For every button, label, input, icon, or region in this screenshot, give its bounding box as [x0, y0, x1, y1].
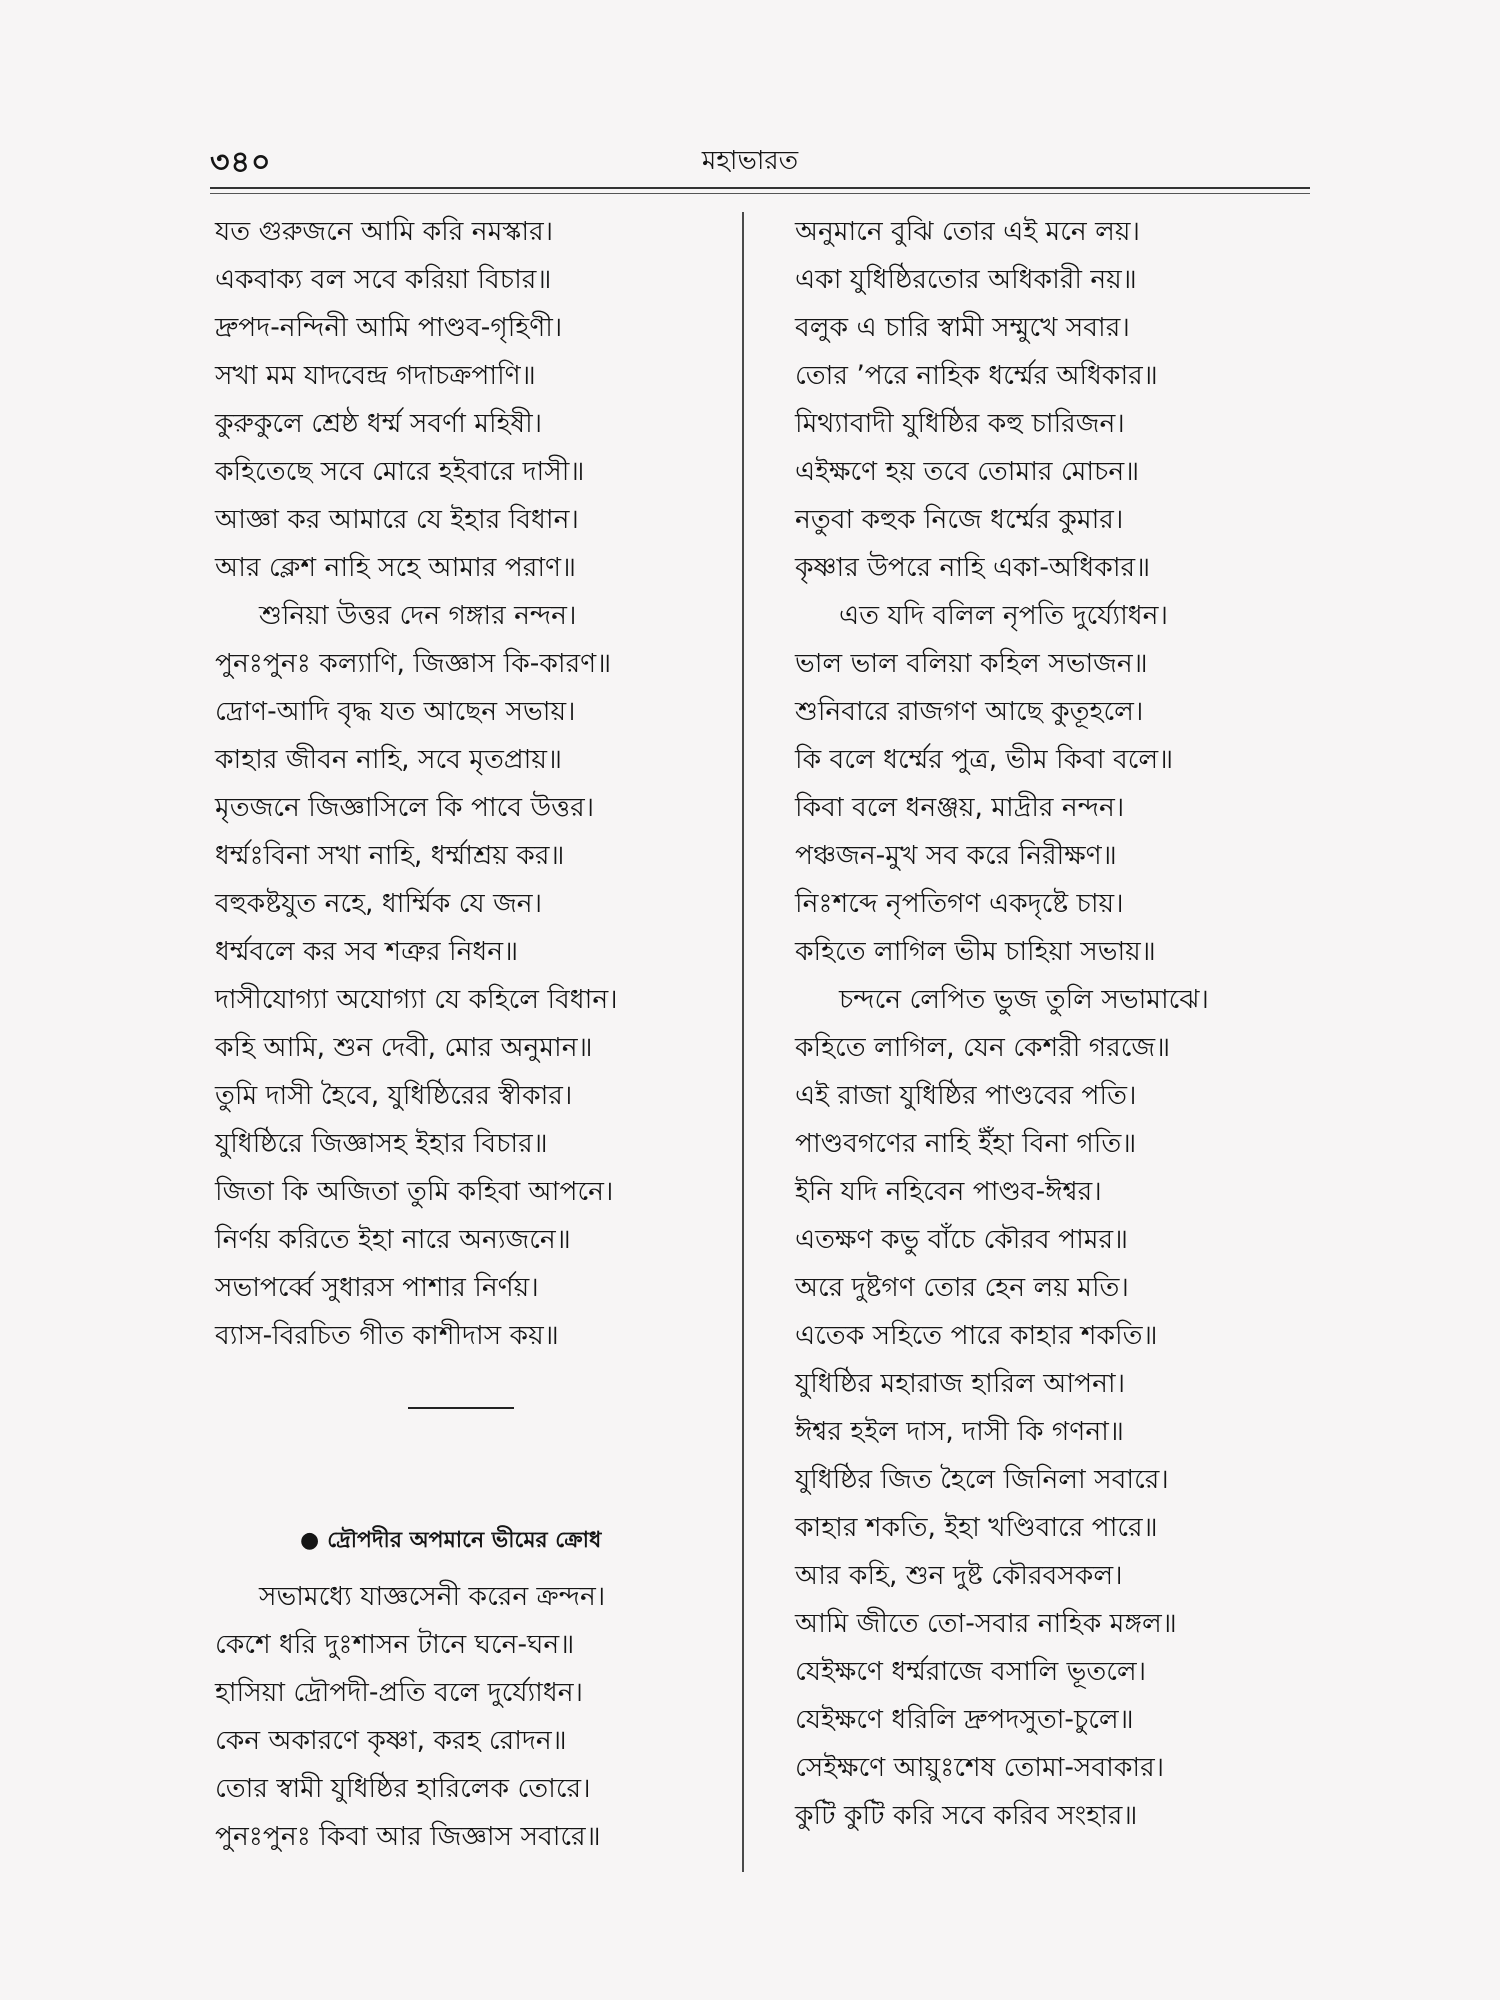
verse-line: অনুমানে বুঝি তোর এই মনে লয়। [795, 216, 1140, 247]
verse-line: ধর্ম্মঃবিনা সখা নাহি, ধর্ম্মাশ্রয় কর॥ [215, 840, 565, 871]
verse-line: আমি জীতে তো-সবার নাহিক মঙ্গল॥ [795, 1608, 1177, 1639]
verse-line: ঈশ্বর হইল দাস, দাসী কি গণনা॥ [795, 1416, 1124, 1447]
verse-line: এতক্ষণ কভু বাঁচে কৌরব পামর॥ [795, 1224, 1129, 1255]
bullet-icon: ● [300, 1528, 320, 1553]
section-heading [300, 1523, 601, 1560]
verse-line: শুনিয়া উত্তর দেন গঙ্গার নন্দন। [259, 600, 577, 631]
verse-line: যুধিষ্ঠিরে জিজ্ঞাসহ ইহার বিচার॥ [215, 1128, 548, 1159]
verse-line: আজ্ঞা কর আমারে যে ইহার বিধান। [215, 504, 579, 535]
verse-line: সভামধ্যে যাজ্ঞসেনী করেন ক্রন্দন। [259, 1581, 606, 1612]
section-heading-text: দ্রৌপদীর অপমানে ভীমের ক্রোধ [327, 1528, 602, 1553]
verse-line: আর ক্লেশ নাহি সহে আমার পরাণ॥ [215, 552, 577, 583]
verse-line: যত গুরুজনে আমি করি নমস্কার। [215, 216, 554, 247]
verse-line: কহি আমি, শুন দেবী, মোর অনুমান॥ [215, 1032, 593, 1063]
verse-line: সখা মম যাদবেন্দ্র গদাচক্রপাণি॥ [215, 360, 536, 391]
running-head: মহাভারত [701, 146, 799, 176]
verse-line: কেশে ধরি দুঃশাসন টানে ঘনে-ঘন॥ [215, 1629, 575, 1660]
verse-line: দ্রুপদ-নন্দিনী আমি পাণ্ডব-গৃহিণী। [215, 312, 563, 343]
verse-line: কি বলে ধর্ম্মের পুত্র, ভীম কিবা বলে॥ [795, 744, 1174, 775]
column-divider [742, 212, 744, 1872]
verse-line: দাসীযোগ্যা অযোগ্যা যে কহিলে বিধান। [215, 984, 618, 1015]
left-column [215, 208, 715, 1360]
verse-line: এত যদি বলিল নৃপতি দুর্য্যোধন। [839, 600, 1168, 631]
verse-line: অরে দুষ্টগণ তোর হেন লয় মতি। [795, 1272, 1129, 1303]
page-number: ৩৪০ [210, 145, 272, 180]
verse-line: হাসিয়া দ্রৌপদী-প্রতি বলে দুর্য্যোধন। [215, 1677, 583, 1708]
verse-line: তোর ’পরে নাহিক ধর্ম্মের অধিকার॥ [795, 360, 1158, 391]
verse-line: কুটি কুটি করি সবে করিব সংহার॥ [795, 1800, 1138, 1831]
verse-line: কুরুকুলে শ্রেষ্ঠ ধর্ম্ম সবর্ণা মহিষী। [215, 408, 543, 439]
verse-line: মৃতজনে জিজ্ঞাসিলে কি পাবে উত্তর। [215, 792, 595, 823]
verse-line: দ্রোণ-আদি বৃদ্ধ যত আছেন সভায়। [215, 696, 576, 727]
verse-line: একবাক্য বল সবে করিয়া বিচার॥ [215, 264, 552, 295]
verse-line: নির্ণয় করিতে ইহা নারে অন্যজনে॥ [215, 1224, 571, 1255]
verse-line: যেইক্ষণে ধর্ম্মরাজে বসালি ভূতলে। [795, 1656, 1147, 1687]
verse-line: একা যুধিষ্ঠিরতোর অধিকারী নয়॥ [795, 264, 1137, 295]
verse-line: সেইক্ষণে আয়ুঃশেষ তোমা-সবাকার। [795, 1752, 1165, 1783]
verse-line: এই রাজা যুধিষ্ঠির পাণ্ডবের পতি। [795, 1080, 1137, 1111]
verse-line: এতেক সহিতে পারে কাহার শকতি॥ [795, 1320, 1158, 1351]
verse-line: বহুকষ্টযুত নহে, ধার্ম্মিক যে জন। [215, 888, 543, 919]
left-column-continued [215, 1573, 715, 1861]
header-rule [210, 187, 1310, 194]
verse-line: আর কহি, শুন দুষ্ট কৌরবসকল। [795, 1560, 1123, 1591]
verse-line: ব্যাস-বিরচিত গীত কাশীদাস কয়॥ [215, 1320, 559, 1351]
verse-line: সভাপর্ব্বে সুধারস পাশার নির্ণয়। [215, 1272, 539, 1303]
verse-line: ধর্ম্মবলে কর সব শত্রুর নিধন॥ [215, 936, 519, 967]
verse-line: কহিতে লাগিল ভীম চাহিয়া সভায়॥ [795, 936, 1156, 967]
verse-line: বলুক এ চারি স্বামী সম্মুখে সবার। [795, 312, 1130, 343]
verse-line: নতুবা কহুক নিজে ধর্ম্মের কুমার। [795, 504, 1124, 535]
verse-line: যুধিষ্ঠির মহারাজ হারিল আপনা। [795, 1368, 1126, 1399]
verse-line: ইনি যদি নহিবেন পাণ্ডব-ঈশ্বর। [795, 1176, 1102, 1207]
verse-line: এইক্ষণে হয় তবে তোমার মোচন॥ [795, 456, 1140, 487]
verse-line: কিবা বলে ধনঞ্জয়, মাদ্রীর নন্দন। [795, 792, 1125, 823]
verse-line: ভাল ভাল বলিয়া কহিল সভাজন॥ [795, 648, 1148, 679]
verse-line: কাহার জীবন নাহি, সবে মৃতপ্রায়॥ [215, 744, 562, 775]
section-end-ornament [408, 1407, 514, 1409]
verse-line: শুনিবারে রাজগণ আছে কুতূহলে। [795, 696, 1144, 727]
verse-line: মিথ্যাবাদী যুধিষ্ঠির কহু চারিজন। [795, 408, 1125, 439]
verse-line: তোর স্বামী যুধিষ্ঠির হারিলেক তোরে। [215, 1773, 591, 1804]
verse-line: যুধিষ্ঠির জিত হৈলে জিনিলা সবারে। [795, 1464, 1169, 1495]
verse-line: জিতা কি অজিতা তুমি কহিবা আপনে। [215, 1176, 614, 1207]
verse-line: কাহার শকতি, ইহা খণ্ডিবারে পারে॥ [795, 1512, 1158, 1543]
verse-line: পাণ্ডবগণের নাহি ইঁহা বিনা গতি॥ [795, 1128, 1137, 1159]
verse-line: তুমি দাসী হৈবে, যুধিষ্ঠিরের স্বীকার। [215, 1080, 573, 1111]
right-column [795, 208, 1295, 1840]
verse-line: পুনঃপুনঃ কল্যাণি, জিজ্ঞাস কি-কারণ॥ [215, 648, 612, 679]
verse-line: পঞ্চজন-মুখ সব করে নিরীক্ষণ॥ [795, 840, 1117, 871]
verse-line: পুনঃপুনঃ কিবা আর জিজ্ঞাস সবারে॥ [215, 1821, 601, 1852]
verse-line: কৃষ্ণার উপরে নাহি একা-অধিকার॥ [795, 552, 1151, 583]
verse-line: চন্দনে লেপিত ভুজ তুলি সভামাঝে। [839, 984, 1209, 1015]
verse-line: কেন অকারণে কৃষ্ণা, করহ রোদন॥ [215, 1725, 567, 1756]
verse-line: কহিতে লাগিল, যেন কেশরী গরজে॥ [795, 1032, 1171, 1063]
verse-line: যেইক্ষণে ধরিলি দ্রুপদসুতা-চুলে॥ [795, 1704, 1134, 1735]
verse-line: কহিতেছে সবে মোরে হইবারে দাসী॥ [215, 456, 585, 487]
verse-line: নিঃশব্দে নৃপতিগণ একদৃষ্টে চায়। [795, 888, 1124, 919]
